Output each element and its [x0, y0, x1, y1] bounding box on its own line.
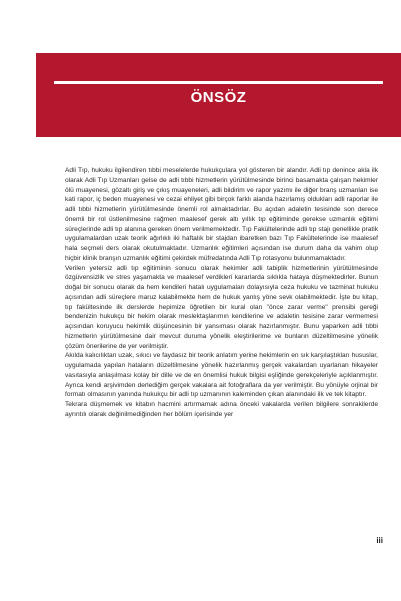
paragraph-1: Adli Tıp, hukuku ilgilendiren tıbbi meselelerde hukukçulara yol gösteren bir alandır. Adli tıp denince akla ilk olarak Adli Tıp Uzmanları gelse de adli tıbbi hizmetlerin yürütülmesinde birinci basamakta çalışan hekimler ölü muayenesi, gözaltı giriş ve çıkış muayeneleri, adli bildirim ve rapor yazımı ile diğer branş uzmanları ise kati rapor, iç beden muayenesi ve cezai ehliyet gibi birçok farklı alanda hazırlamış oldukları adli raporlar ile adli tıbbi hizmetlerin yürütülmesinde önemli rol almaktadırlar. Bu açıdan adaletin tesisinde son derece önemli bir rol üstlenilmesine rağmen maalesef gerek altı yıllık tıp eğitiminde gerekse uzmanlık eğitimi süreçlerinde adli tıp alanına gereken önem verilmemektedir. Tıp Fakültelerinde adli tıp stajı genellikle pratik uygulamalardan uzak teorik ağırlıklı iki haftalık bir stajdan ibaretken bazı Tıp Fakültelerinde ise maalesef hala seçmeli ders olarak okutulmaktadır. Uzmanlık eğitimleri açısından ise durum daha da vahim olup hiçbir klinik branşın uzmanlık eğitimi çekirdek müfredatında Adli Tıp rotasyonu bulunmamaktadır.: [65, 167, 378, 262]
paragraph-3: Akılda kalıcılıktan uzak, sıkıcı ve faydasız bir teorik anlatım yerine hekimlerin en sık karşılaştıkları hususlar, uygulamada yapılan hataların düzeltilmesine yönelik hazırlanmış gerçek vakalardan uyarlanan hikayeler vasıtasıyla anlaşılması kolay bir dille ve de en önemlisi hukuk bilgisi eşliğinde gerekçeleriyle açıklanmıştır. Ayrıca kendi arşivimden derlediğim gerçek vakalara ait fotoğraflara da yer verilmiştir. Bu yönüyle orjinal bir formatı olmasının yanında hukukçu bir adli tıp uzmanının kaleminden çıkan alanındaki ilk ve tek kitaptır.: [65, 352, 378, 399]
paragraph-2: Verilen yetersiz adli tıp eğitiminin sonucu olarak hekimler adli tabiplik hizmetlerinin yürütülmesinde özgüvensizlik ve stres yaşamakta ve maalesef verdikleri kararlarda sıklıkla hataya düşmektedirler. Bunun doğal bir sonucu olarak da hem kendileri hatalı uygulamaları dolayısıyla ceza hukuku ve tazminat hukuku açısından adli süreçlere maruz kalabilmekte hem de hukuk yanlış yöne sevk olabilmektedir. İşte bu kitap, tıp fakültesinde ilk derslerde hepimize öğretilen bir kural olan "önce zarar verme" prensibi gereği bendenizin hukukçu bir hekim olarak meslektaşlarımın kendilerine ve adaletin tesisine zarar vermemesi açısından koruyucu hekimlik düşüncesinin bir yansıması olarak hazırlanmıştır. Bunu yaparken adli tıbbi hizmetlerin yürütülmesine dair mevcut duruma yönelik eleştirilerime ve bunların düzeltilmesine yönelik çözüm önerilerine de yer verilmiştir.: [65, 264, 378, 350]
body-text: [65, 166, 378, 420]
chapter-banner: [36, 53, 401, 137]
page-number: iii: [376, 536, 383, 545]
banner-rule: [54, 81, 383, 84]
paragraph-4: Tekrara düşmemek ve kitabın hacmini artırmamak adına önceki vakalarda verilen bilgilere sonrakilerde ayrıntılı olarak değinilmediğinden her bölüm içerisinde yer: [65, 401, 378, 418]
chapter-title: ÖNSÖZ: [190, 89, 247, 106]
